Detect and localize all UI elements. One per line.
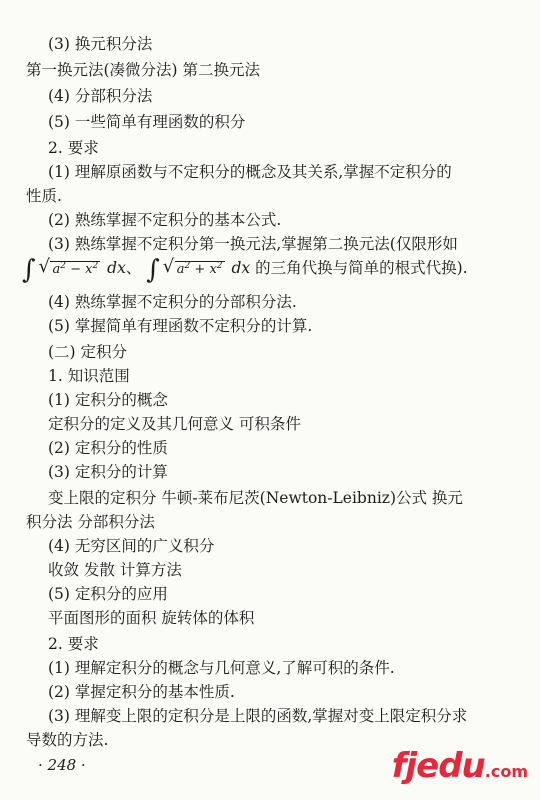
text-line: (5) 定积分的应用: [48, 585, 168, 603]
page-number: · 248 ·: [38, 756, 86, 774]
text-line: (3) 熟练掌握不定积分第一换元法,掌握第二换元法(仅限形如: [48, 235, 458, 253]
differential: dx: [231, 259, 251, 277]
text-line: 导数的方法.: [26, 731, 109, 749]
text-line: 定积分的定义及其几何意义 可积条件: [48, 415, 301, 433]
integral-sign: ∫: [146, 255, 160, 285]
text-line: 性质.: [26, 187, 62, 205]
sqrt-expression-1: √ $a^2 - x^2$: [40, 259, 100, 277]
text-line: (5) 掌握简单有理函数不定积分的计算.: [48, 317, 313, 335]
text-line: (3) 定积分的计算: [48, 463, 168, 481]
text-line: (5) 一些简单有理函数的积分: [48, 113, 246, 131]
watermark-logo: [392, 746, 528, 786]
text-line: 的三角代换与简单的根式代换).: [255, 259, 468, 277]
integral-sign: ∫: [22, 255, 36, 285]
watermark-brand: fjedu: [391, 746, 485, 786]
text-line: (4) 分部积分法: [48, 87, 153, 105]
text-line: (2) 定积分的性质: [48, 439, 168, 457]
watermark-suffix: .com: [484, 762, 528, 781]
text-line: (1) 定积分的概念: [48, 391, 168, 409]
section-heading: 2. 要求: [48, 139, 99, 157]
text-line: (4) 无穷区间的广义积分: [48, 537, 215, 555]
sqrt-expression-2: √ $a^2 + x^2$: [165, 259, 225, 277]
section-heading: (二) 定积分: [48, 343, 128, 361]
text-line: 变上限的定积分 牛顿-莱布尼茨(Newton-Leibniz)公式 换元: [48, 489, 463, 507]
integral-formula-line: [22, 255, 522, 285]
separator: 、: [125, 259, 142, 277]
text-line: 积分法 分部积分法: [26, 513, 155, 531]
section-heading: 2. 要求: [48, 635, 99, 653]
text-line: 收敛 发散 计算方法: [48, 561, 182, 579]
text-line: (2) 熟练掌握不定积分的基本公式.: [48, 211, 282, 229]
text-line: (3) 理解变上限的定积分是上限的函数,掌握对变上限定积分求: [48, 707, 468, 725]
text-line: (2) 掌握定积分的基本性质.: [48, 683, 235, 701]
section-heading: 1. 知识范围: [48, 367, 130, 385]
text-line: (4) 熟练掌握不定积分的分部积分法.: [48, 293, 297, 311]
text-line: (3) 换元积分法: [48, 35, 153, 53]
text-line: (1) 理解原函数与不定积分的概念及其关系,掌握不定积分的: [48, 163, 452, 181]
differential: dx: [107, 259, 126, 277]
text-line: 平面图形的面积 旋转体的体积: [48, 609, 255, 627]
text-line: (1) 理解定积分的概念与几何意义,了解可积的条件.: [48, 659, 395, 677]
text-line: 第一换元法(凑微分法) 第二换元法: [26, 61, 261, 79]
